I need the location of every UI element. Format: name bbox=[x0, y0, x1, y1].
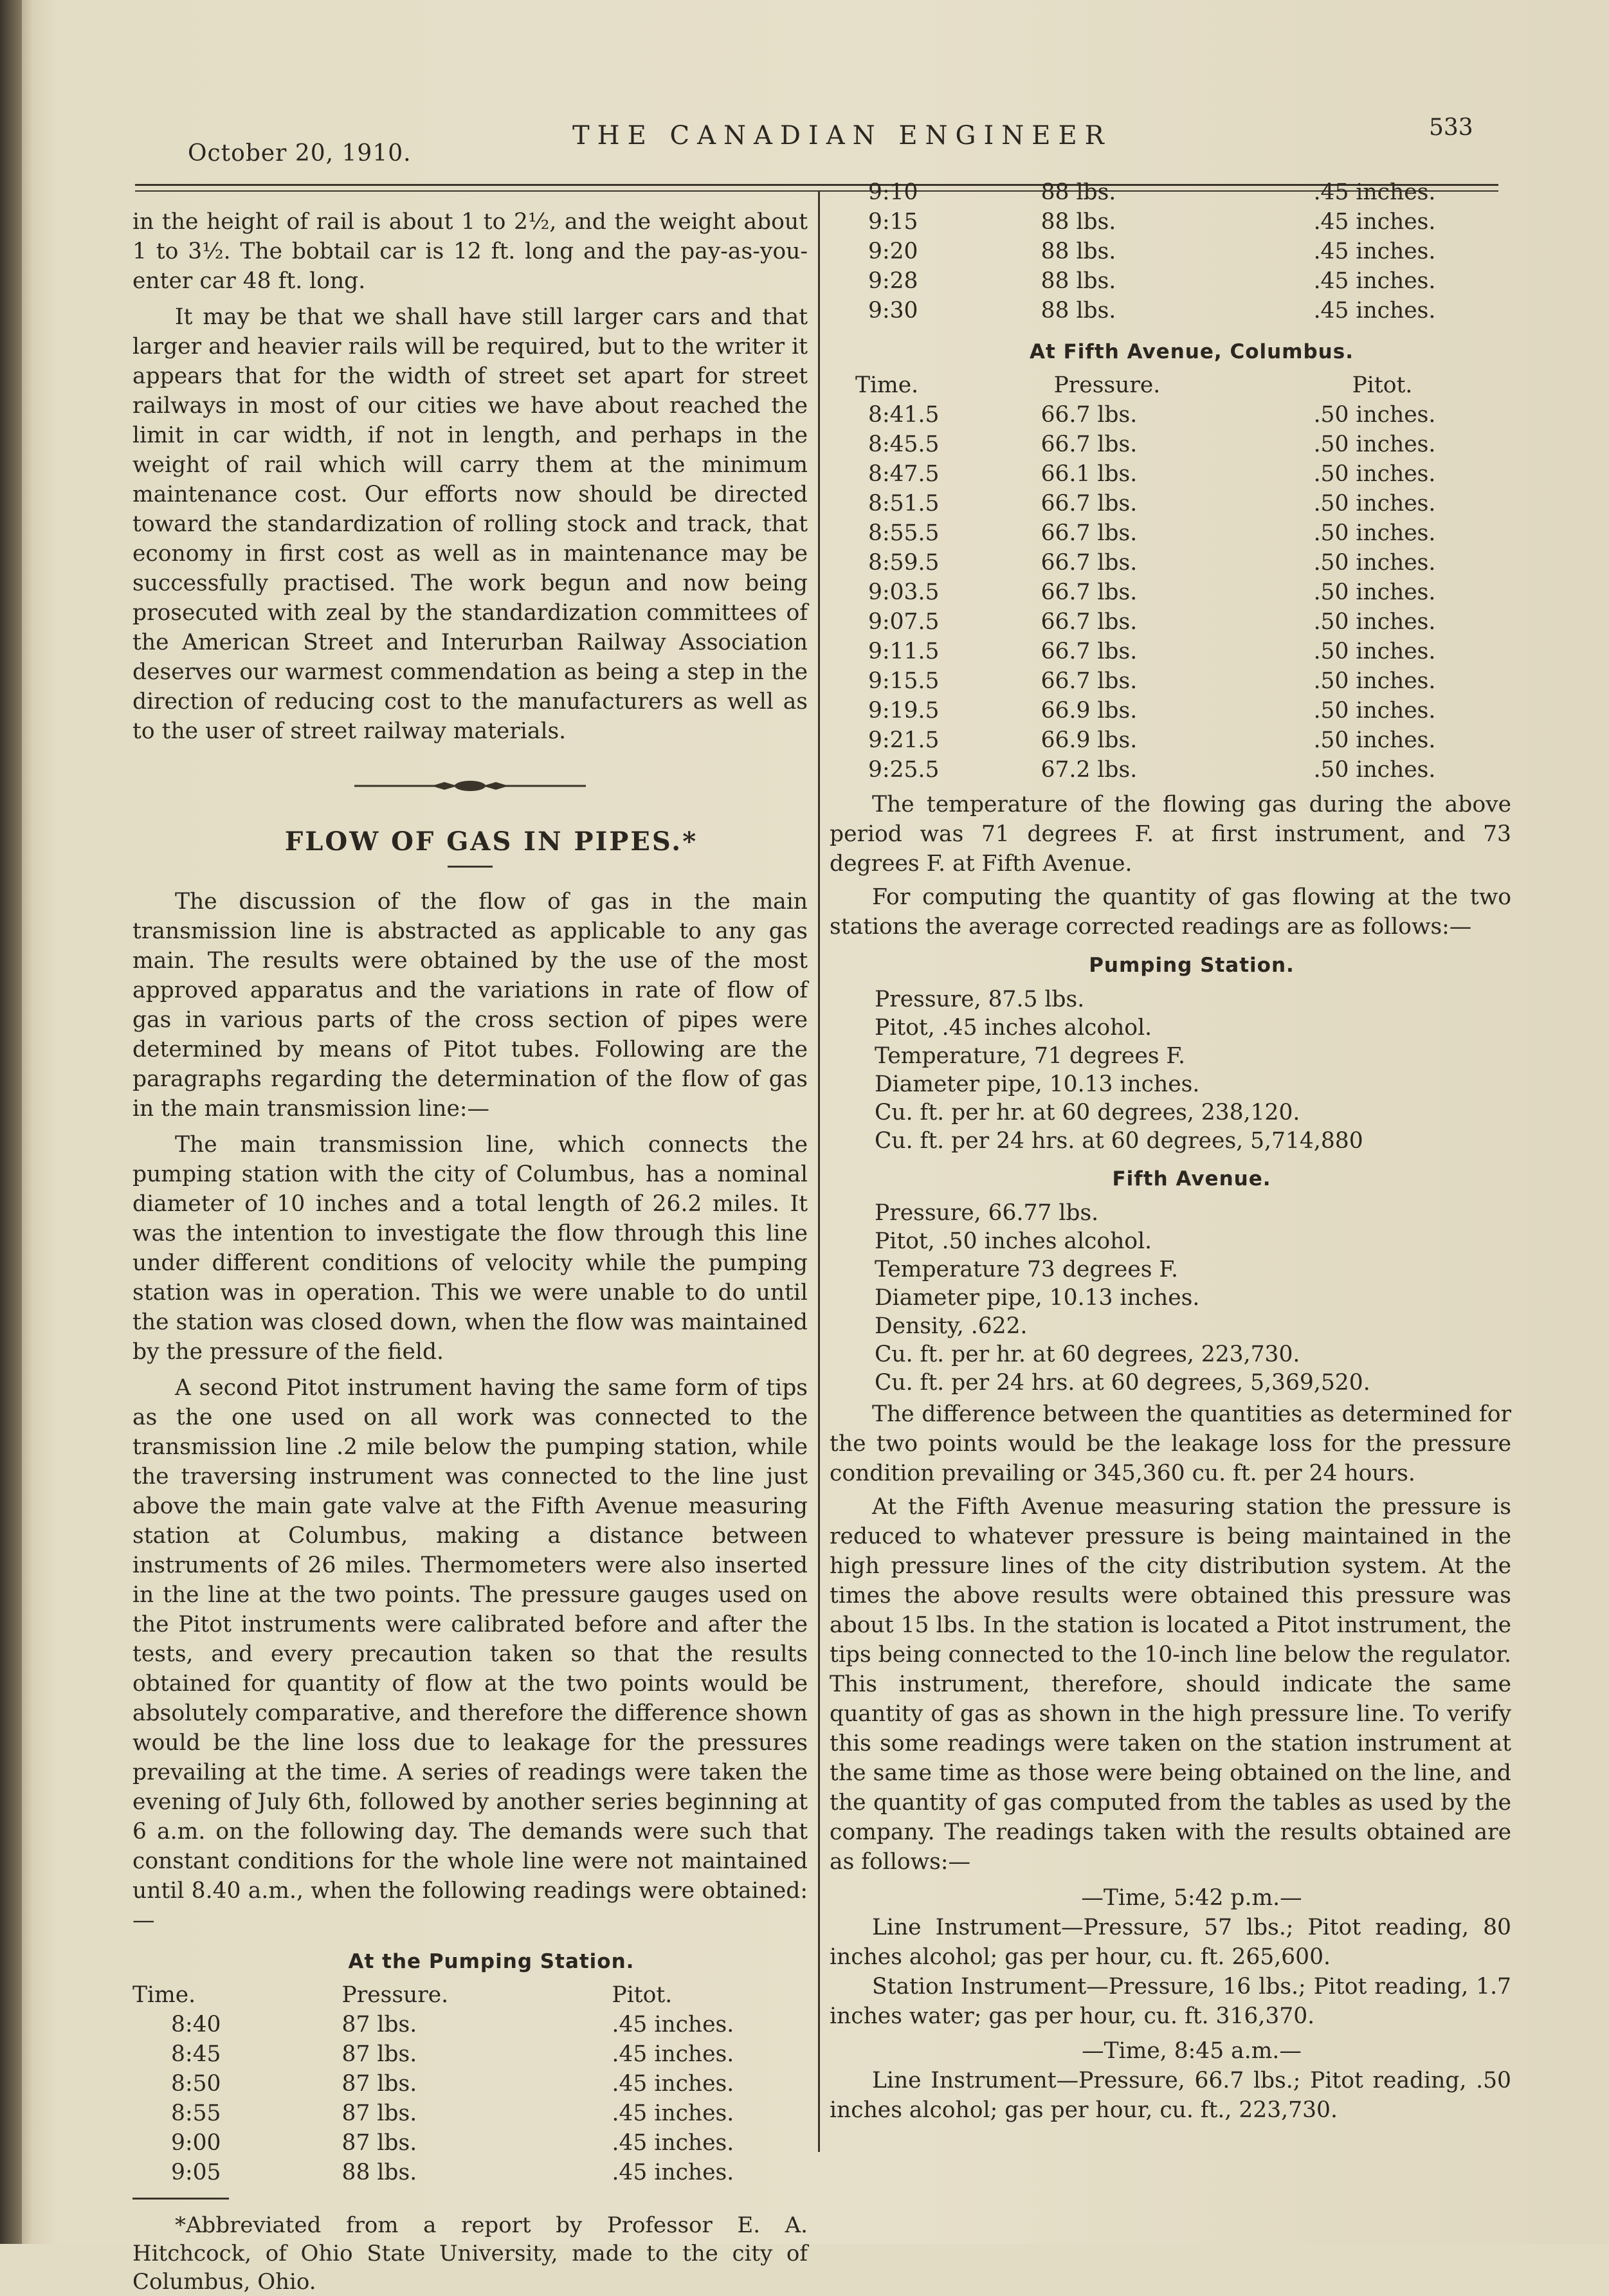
cell-pressure: 87 lbs. bbox=[341, 2071, 417, 2097]
cell-pressure: 66.7 lbs. bbox=[1041, 639, 1138, 664]
title-rule bbox=[448, 866, 493, 868]
cell-pitot: .50 inches. bbox=[1313, 698, 1436, 724]
table-heading-fifth-avenue: At Fifth Avenue, Columbus. bbox=[1030, 340, 1354, 363]
table-row bbox=[830, 755, 1511, 785]
footnote-rule bbox=[132, 2198, 229, 2200]
table-row bbox=[132, 2128, 808, 2158]
cell-time: 9:15.5 bbox=[868, 668, 940, 694]
cell-pitot: .50 inches. bbox=[1313, 520, 1436, 546]
paragraph: At the Fifth Avenue measuring station the pressure is reduced to whatever pressure is being maintained in the high pressure lines of the city distribution system. At the times the above results were obtained this pressure was about 15 lbs. In the station is located a Pitot instrument, the tips being connected to the 10-inch line below the regulator. This instrument, therefore, should indicate the same quantity of gas as shown in the high pressure line. To verify this some readings were taken on the station instrument at the same time as those were being obtained on the line, and the quantity of gas computed from the tables as used by the company. The readings taken with the results obtained are as follows:— bbox=[830, 1494, 1511, 1875]
cell-pressure: 66.7 lbs. bbox=[1041, 402, 1138, 428]
cell-pitot: .45 inches. bbox=[1313, 298, 1436, 323]
cell-pressure: 66.7 lbs. bbox=[1041, 579, 1138, 605]
fifth-avenue-heading: Fifth Avenue. bbox=[1112, 1167, 1271, 1190]
cell-pitot: .45 inches. bbox=[612, 2041, 734, 2067]
reading-line: Diameter pipe, 10.13 inches. bbox=[875, 1285, 1200, 1311]
cell-pitot: .50 inches. bbox=[1313, 639, 1436, 664]
table-row bbox=[830, 430, 1511, 459]
table-row bbox=[830, 696, 1511, 725]
cell-time: 9:00 bbox=[171, 2130, 221, 2156]
cell-pressure: 67.2 lbs. bbox=[1041, 757, 1138, 783]
table-row bbox=[830, 578, 1511, 607]
cell-time: 9:25.5 bbox=[868, 757, 940, 783]
left-column bbox=[132, 207, 808, 2296]
table-row bbox=[132, 2010, 808, 2039]
column-divider bbox=[818, 190, 820, 2152]
table-row bbox=[830, 266, 1511, 296]
reading-line: Pitot, .45 inches alcohol. bbox=[875, 1015, 1152, 1041]
time-label: —Time, 5:42 p.m.— bbox=[1081, 1885, 1302, 1911]
paragraph: It may be that we shall have still larger cars and that larger and heavier rails will be required, but to the writer it appears that for the width of street set apart for street railways in most of our cities we have about reached the limit in car width, if not in length, and perhaps in the weight of rail which will carry them at the minimum maintenance cost. Our efforts now should be directed toward the standardization of rolling stock and track, that economy in first cost as well as in maintenance may be successfully practised. The work begun and now being prosecuted with zeal by the standardization committees of the American Street and Interurban Railway Association deserves our warmest commendation as being a step in the direction of reducing cost to the manufacturers as well as to the user of street railway materials. bbox=[132, 304, 808, 744]
cell-pressure: 66.7 lbs. bbox=[1041, 520, 1138, 546]
cell-time: 8:55.5 bbox=[868, 520, 940, 546]
cell-time: 9:15 bbox=[868, 209, 918, 235]
cell-pitot: .45 inches. bbox=[612, 2160, 734, 2185]
paragraph: Line Instrument—Pressure, 66.7 lbs.; Pitot reading, .50 inches alcohol; gas per hour, cu. ft., 223,730. bbox=[830, 2068, 1511, 2123]
header-time: Time. bbox=[855, 372, 919, 398]
cell-time: 8:51.5 bbox=[868, 491, 940, 516]
cell-time: 8:50 bbox=[171, 2071, 221, 2097]
reading-line: Cu. ft. per 24 hrs. at 60 degrees, 5,369,520. bbox=[875, 1370, 1370, 1396]
paragraph: A second Pitot instrument having the same form of tips as the one used on all work was connected to the transmission line .2 mile below the pumping station, while the traversing instrument was connected to the line just above the main gate valve at the Fifth Avenue measuring station at Columbus, making a distance between instruments of 26 miles. Thermometers were also inserted in the line at the two points. The pressure gauges used on the Pitot instruments were calibrated before and after the tests, and every precaution taken so that the results obtained for quantity of flow at the two points would be absolutely comparative, and therefore the difference shown would be the line loss due to leakage for the pressures prevailing at the time. A series of readings were taken the evening of July 6th, followed by another series beginning at 6 a.m. on the following day. The demands were such that constant conditions for the whole line were not maintained until 8.40 a.m., when the following readings were obtained:— bbox=[132, 1375, 808, 1933]
journal-title: THE CANADIAN ENGINEER bbox=[572, 121, 1112, 150]
table-row bbox=[132, 2039, 808, 2069]
paragraph: The main transmission line, which connects the pumping station with the city of Columbus, has a nominal diameter of 10 inches and a total length of 26.2 miles. It was the intention to investigate the flow through this line under different conditions of velocity while the pumping station was in operation. This we were unable to do until the station was closed down, when the flow was maintained by the pressure of the field. bbox=[132, 1132, 808, 1365]
reading-line: Cu. ft. per hr. at 60 degrees, 238,120. bbox=[875, 1100, 1300, 1125]
cell-pressure: 88 lbs. bbox=[1041, 239, 1116, 264]
cell-pressure: 66.7 lbs. bbox=[1041, 432, 1138, 457]
paragraph: Line Instrument—Pressure, 57 lbs.; Pitot reading, 80 inches alcohol; gas per hour, cu. ft. 265,600. bbox=[830, 1915, 1511, 1970]
page-number: 533 bbox=[1429, 114, 1473, 141]
paragraph: The discussion of the flow of gas in the main transmission line is abstracted as applicable to any gas main. The results were obtained by the use of the most approved apparatus and the variations in rate of flow of gas in various parts of the cross section of pipes were determined by means of Pitot tubes. Following are the paragraphs regarding the determination of the flow of gas in the main transmission line:— bbox=[132, 889, 808, 1122]
reading-line: Pressure, 66.77 lbs. bbox=[875, 1200, 1099, 1226]
table-row bbox=[830, 400, 1511, 430]
table-row bbox=[830, 637, 1511, 666]
cell-pitot: .50 inches. bbox=[1313, 402, 1436, 428]
cell-time: 9:05 bbox=[171, 2160, 221, 2185]
ornament-divider bbox=[132, 772, 808, 801]
header-pressure: Pressure. bbox=[1053, 372, 1161, 398]
ornament-icon bbox=[354, 778, 586, 794]
cell-pitot: .50 inches. bbox=[1313, 491, 1436, 516]
cell-pitot: .45 inches. bbox=[1313, 209, 1436, 235]
header-pitot: Pitot. bbox=[1352, 372, 1413, 398]
cell-pitot: .50 inches. bbox=[1313, 757, 1436, 783]
cell-pitot: .50 inches. bbox=[1313, 550, 1436, 576]
cell-time: 9:30 bbox=[868, 298, 918, 323]
cell-pitot: .45 inches. bbox=[612, 2130, 734, 2156]
cell-pitot: .45 inches. bbox=[1313, 268, 1436, 294]
cell-pressure: 87 lbs. bbox=[341, 2100, 417, 2126]
cell-time: 8:59.5 bbox=[868, 550, 940, 576]
paragraph: Station Instrument—Pressure, 16 lbs.; Pitot reading, 1.7 inches water; gas per hour, cu. ft. 316,370. bbox=[830, 1974, 1511, 2029]
table-header-row bbox=[830, 370, 1511, 400]
cell-pitot: .45 inches. bbox=[612, 2071, 734, 2097]
table-row bbox=[830, 725, 1511, 755]
cell-time: 9:03.5 bbox=[868, 579, 940, 605]
pumping-station-readings bbox=[830, 985, 1511, 1155]
fifth-avenue-readings bbox=[830, 1199, 1511, 1397]
cell-time: 8:40 bbox=[171, 2012, 221, 2037]
cell-pitot: .50 inches. bbox=[1313, 727, 1436, 753]
paragraph: The difference between the quantities as determined for the two points would be the leakage loss for the pressure condition prevailing or 345,360 cu. ft. per 24 hours. bbox=[830, 1401, 1511, 1486]
right-column bbox=[830, 178, 1511, 2125]
binding-shadow bbox=[0, 0, 22, 2244]
pumping-station-heading: Pumping Station. bbox=[1089, 954, 1295, 977]
cell-pressure: 66.9 lbs. bbox=[1041, 727, 1138, 753]
table-row bbox=[830, 607, 1511, 637]
cell-pressure: 66.9 lbs. bbox=[1041, 698, 1138, 724]
cell-pitot: .45 inches. bbox=[1313, 179, 1436, 205]
reading-line: Temperature 73 degrees F. bbox=[875, 1257, 1178, 1282]
table-row bbox=[830, 548, 1511, 578]
reading-line: Cu. ft. per 24 hrs. at 60 degrees, 5,714,880 bbox=[875, 1128, 1363, 1154]
footnote: *Abbreviated from a report by Professor E. A. Hitchcock, of Ohio State University, made to the city of Columbus, Ohio. bbox=[132, 2212, 808, 2295]
cell-pitot: .50 inches. bbox=[1313, 461, 1436, 487]
cell-pressure: 88 lbs. bbox=[1041, 179, 1116, 205]
cell-pressure: 88 lbs. bbox=[341, 2160, 417, 2185]
table-row bbox=[830, 666, 1511, 696]
cell-pressure: 66.7 lbs. bbox=[1041, 550, 1138, 576]
pumping-station-table bbox=[132, 1980, 808, 2187]
pumping-station-table-continued bbox=[830, 178, 1511, 325]
cell-pressure: 88 lbs. bbox=[1041, 298, 1116, 323]
cell-time: 8:45 bbox=[171, 2041, 221, 2067]
paragraph: The temperature of the flowing gas during the above period was 71 degrees F. at first instrument, and 73 degrees F. at Fifth Avenue. bbox=[830, 792, 1511, 877]
table-row bbox=[830, 459, 1511, 489]
cell-pressure: 88 lbs. bbox=[1041, 209, 1116, 235]
article-title: FLOW OF GAS IN PIPES.* bbox=[284, 826, 698, 857]
cell-time: 8:55 bbox=[171, 2100, 221, 2126]
cell-pressure: 87 lbs. bbox=[341, 2130, 417, 2156]
cell-pitot: .45 inches. bbox=[1313, 239, 1436, 264]
fifth-avenue-table bbox=[830, 370, 1511, 785]
table-heading-pumping: At the Pumping Station. bbox=[348, 1950, 635, 1973]
table-row bbox=[830, 296, 1511, 325]
cell-time: 8:41.5 bbox=[868, 402, 940, 428]
reading-line: Cu. ft. per hr. at 60 degrees, 223,730. bbox=[875, 1342, 1300, 1367]
cell-time: 9:19.5 bbox=[868, 698, 940, 724]
cell-pitot: .50 inches. bbox=[1313, 432, 1436, 457]
cell-time: 9:10 bbox=[868, 179, 918, 205]
cell-pressure: 88 lbs. bbox=[1041, 268, 1116, 294]
table-row bbox=[830, 518, 1511, 548]
cell-pitot: .45 inches. bbox=[612, 2012, 734, 2037]
cell-time: 9:28 bbox=[868, 268, 918, 294]
table-row bbox=[132, 2069, 808, 2099]
cell-time: 9:11.5 bbox=[868, 639, 940, 664]
cell-pressure: 87 lbs. bbox=[341, 2012, 417, 2037]
cell-pitot: .50 inches. bbox=[1313, 579, 1436, 605]
cell-pitot: .45 inches. bbox=[612, 2100, 734, 2126]
cell-pressure: 66.7 lbs. bbox=[1041, 609, 1138, 635]
table-row bbox=[830, 237, 1511, 266]
table-row bbox=[830, 489, 1511, 518]
header-time: Time. bbox=[132, 1982, 196, 2008]
time-label: —Time, 8:45 a.m.— bbox=[1082, 2038, 1302, 2064]
cell-time: 8:47.5 bbox=[868, 461, 940, 487]
cell-pressure: 66.1 lbs. bbox=[1041, 461, 1138, 487]
cell-pressure: 66.7 lbs. bbox=[1041, 668, 1138, 694]
cell-pressure: 87 lbs. bbox=[341, 2041, 417, 2067]
table-row bbox=[132, 2099, 808, 2128]
paragraph: For computing the quantity of gas flowing at the two stations the average corrected readings are as follows:— bbox=[830, 884, 1511, 940]
cell-time: 9:07.5 bbox=[868, 609, 940, 635]
cell-time: 8:45.5 bbox=[868, 432, 940, 457]
cell-pitot: .50 inches. bbox=[1313, 609, 1436, 635]
reading-line: Diameter pipe, 10.13 inches. bbox=[875, 1071, 1200, 1097]
cell-pitot: .50 inches. bbox=[1313, 668, 1436, 694]
reading-line: Pressure, 87.5 lbs. bbox=[875, 987, 1085, 1012]
table-row bbox=[830, 178, 1511, 207]
table-header-row bbox=[132, 1980, 808, 2010]
table-row bbox=[132, 2158, 808, 2187]
paragraph: in the height of rail is about 1 to 2½, and the weight about 1 to 3½. The bobtail car is 12 ft. long and the pay-as-you-enter car 48 ft. long. bbox=[132, 209, 808, 294]
reading-line: Pitot, .50 inches alcohol. bbox=[875, 1228, 1152, 1254]
header-pressure: Pressure. bbox=[341, 1982, 449, 2008]
cell-pressure: 66.7 lbs. bbox=[1041, 491, 1138, 516]
cell-time: 9:20 bbox=[868, 239, 918, 264]
reading-line: Density, .622. bbox=[875, 1313, 1028, 1339]
issue-date: October 20, 1910. bbox=[188, 140, 412, 167]
cell-time: 9:21.5 bbox=[868, 727, 940, 753]
table-row bbox=[830, 207, 1511, 237]
header-pitot: Pitot. bbox=[612, 1982, 673, 2008]
reading-line: Temperature, 71 degrees F. bbox=[875, 1043, 1185, 1069]
